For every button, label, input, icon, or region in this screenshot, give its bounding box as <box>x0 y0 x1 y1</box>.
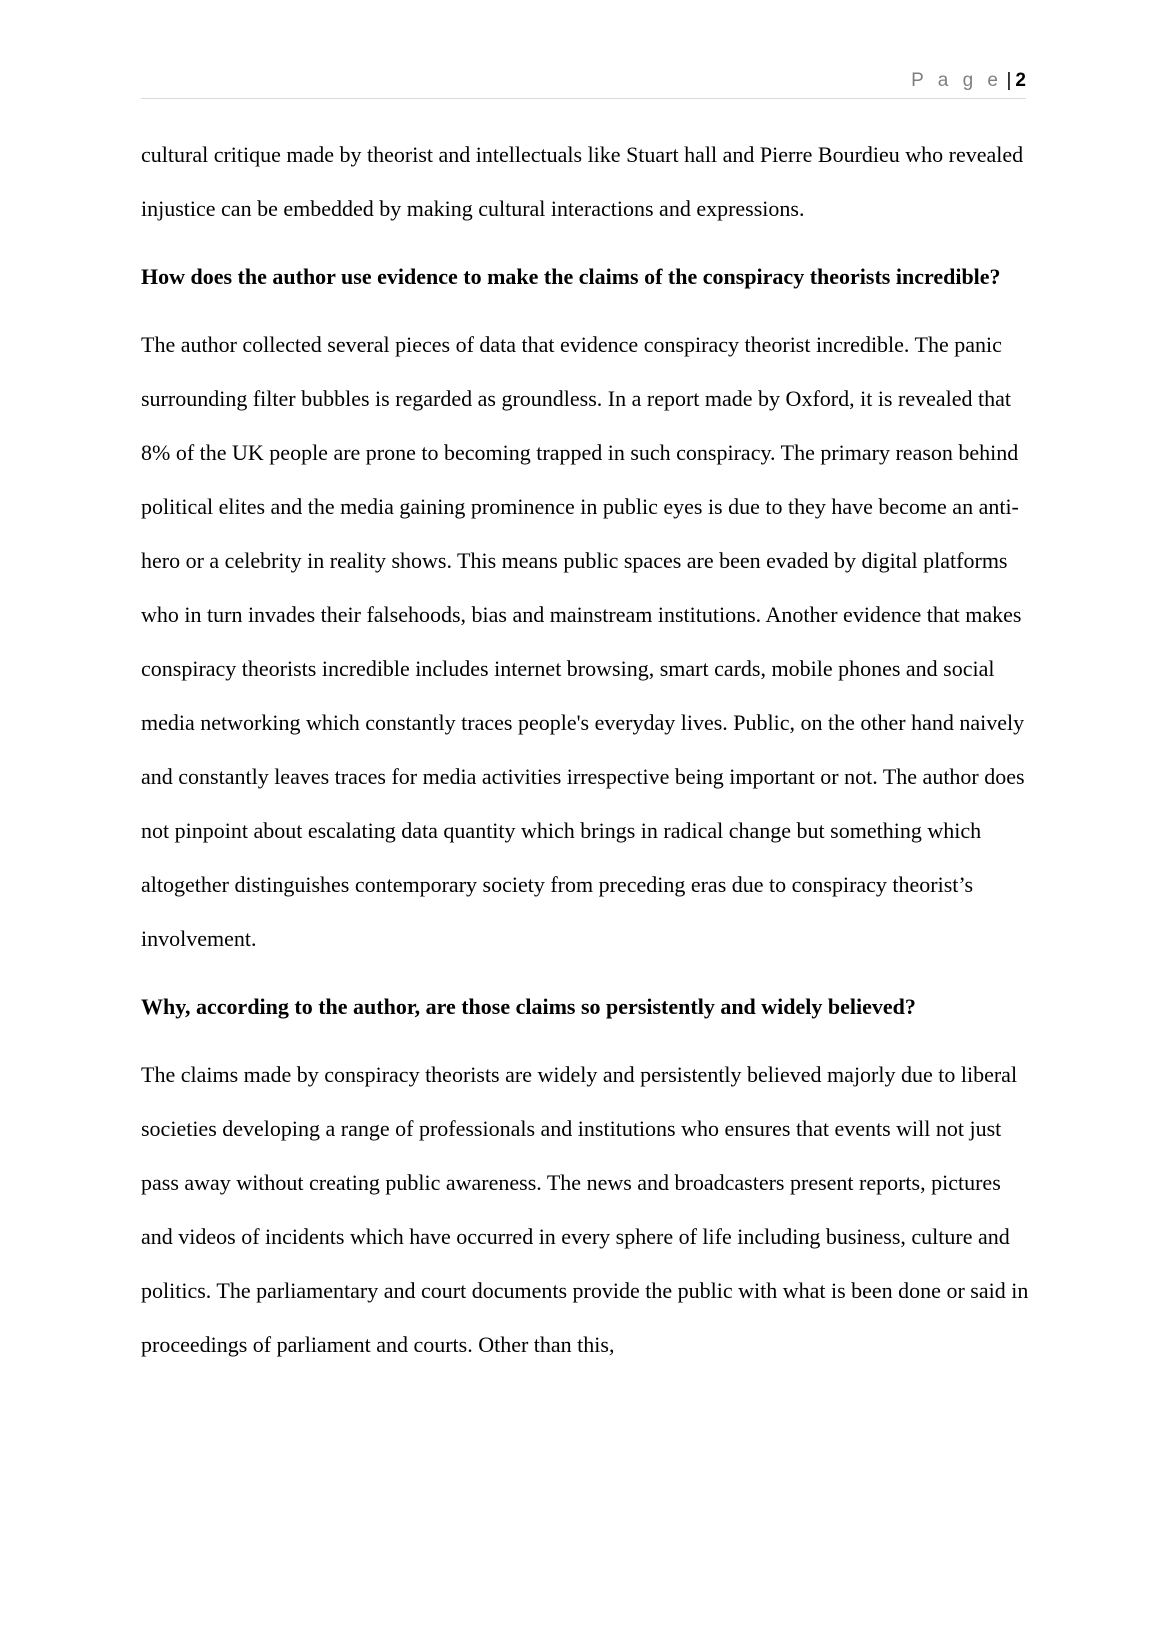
page-number: 2 <box>1015 70 1026 91</box>
paragraph-3: The claims made by conspiracy theorists are widely and persistently believed majorly due to liberal societies developing a range of professionals and institutions who ensures that events will not just pass away without creating public awareness. The news and broadcasters present reports, pictures and videos of incidents which have occurred in every sphere of life including business, culture and politics. The parliamentary and court documents provide the public with what is been done or said in proceedings of parliament and courts. Other than this, <box>141 1062 1029 1357</box>
paragraph-2: The author collected several pieces of data that evidence conspiracy theorist incredible. The panic surrounding filter bubbles is regarded as groundless. In a report made by Oxford, it is revealed that 8% of the UK people are prone to becoming trapped in such conspiracy. The primary reason behind political elites and the media gaining prominence in public eyes is due to they have become an anti-hero or a celebrity in reality shows. This means public spaces are been evaded by digital platforms who in turn invades their falsehoods, bias and mainstream institutions. Another evidence that makes conspiracy theorists incredible includes internet browsing, smart cards, mobile phones and social media networking which constantly traces people's everyday lives. Public, on the other hand naively and constantly leaves traces for media activities irrespective being important or not. The author does not pinpoint about escalating data quantity which brings in radical change but something which altogether distinguishes contemporary society from preceding eras due to conspiracy theorist’s involvement. <box>141 332 1025 951</box>
page-header <box>141 68 1026 99</box>
paragraph-1: cultural critique made by theorist and intellectuals like Stuart hall and Pierre Bourdieu who revealed injustice can be embedded by making cultural interactions and expressions. <box>141 142 1024 221</box>
document-body <box>141 128 1031 1372</box>
question-heading-2: Why, according to the author, are those claims so persistently and widely believed? <box>141 994 916 1019</box>
page-separator: | <box>1006 70 1012 91</box>
question-heading-1: How does the author use evidence to make the claims of the conspiracy theorists incredible? <box>141 264 1001 289</box>
page-label: P a g e <box>911 70 1003 91</box>
